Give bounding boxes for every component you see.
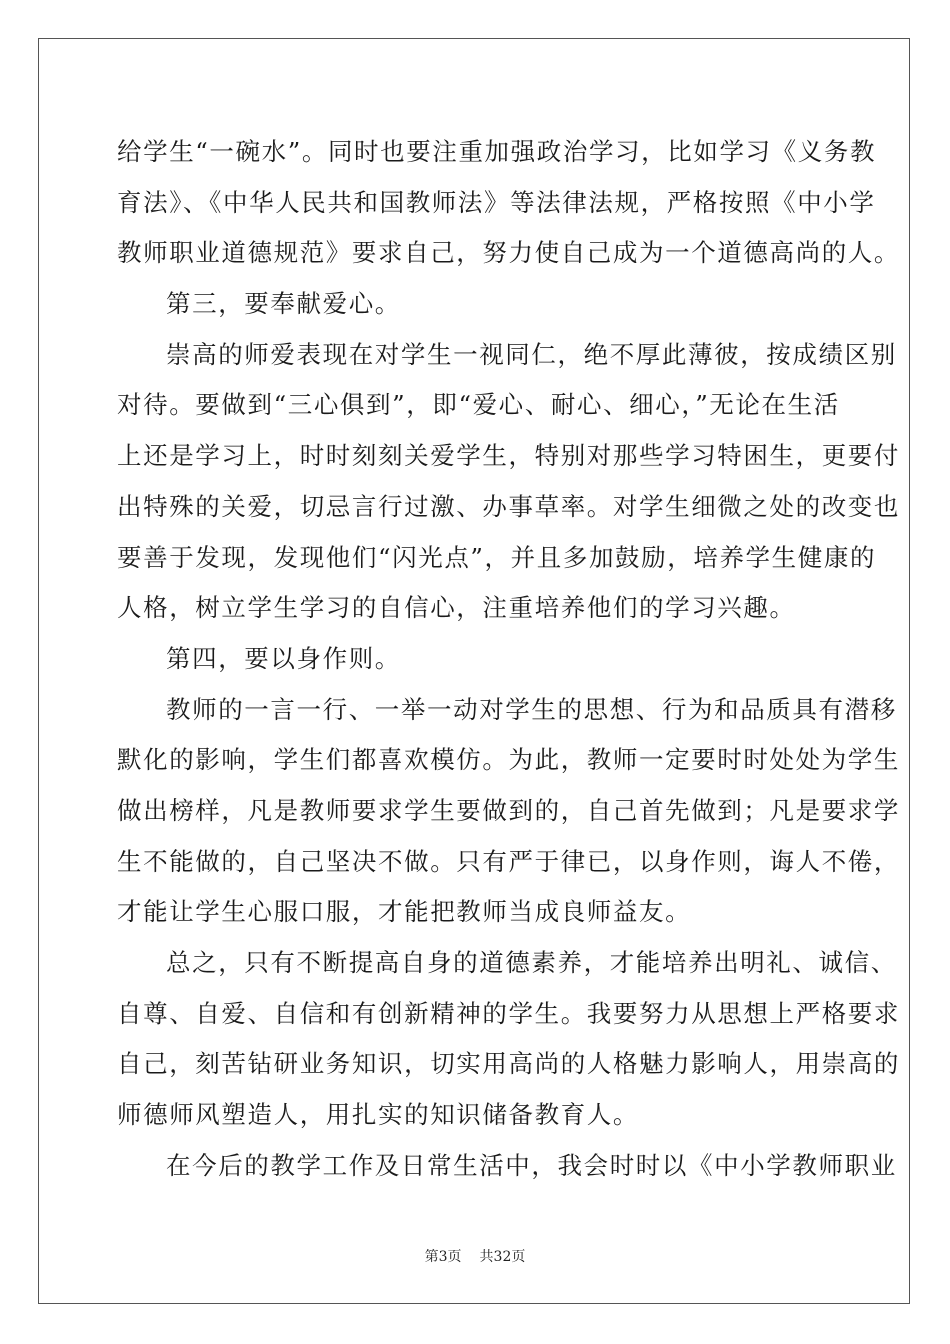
text-line: 做出榜样，凡是教师要求学生要做到的，自己首先做到；凡是要求学 (117, 795, 900, 825)
page-number: 第3页 (424, 1249, 462, 1265)
text-line: 第三，要奉献爱心。 (166, 289, 401, 319)
paragraph (117, 685, 900, 938)
text-line: 崇高的师爱表现在对学生一视同仁，绝不厚此薄彼，按成绩区别 (166, 339, 897, 369)
text-line: 默化的影响，学生们都喜欢模仿。为此，教师一定要时时处处为学生 (117, 745, 900, 775)
section-heading (117, 634, 837, 685)
text-line: 出特殊的关爱，切忌言行过激、办事草率。对学生细微之处的改变也 (117, 491, 900, 521)
text-line: 人格，树立学生学习的自信心，注重培养他们的学习兴趣。 (117, 593, 796, 623)
text-line: 对待。要做到“三心俱到”，即“爱心、耐心、细心，”无论在生活 (117, 390, 840, 420)
text-line: 给学生“一碗水”。同时也要注重加强政治学习，比如学习《义务教 (117, 137, 877, 166)
text-line: 才能让学生心服口服，才能把教师当成良师益友。 (117, 897, 692, 927)
text-line: 生不能做的，自己坚决不做。只有严于律已，以身作则，诲人不倦， (117, 846, 900, 876)
text-line: 自己，刻苦钻研业务知识，切实用高尚的人格魅力影响人，用崇高的 (117, 1049, 900, 1079)
page-total: 共32页 (479, 1249, 526, 1265)
paragraph (117, 1141, 897, 1192)
document-body (117, 127, 900, 1191)
text-line: 育法》、《中华人民共和国教师法》等法律法规，严格按照《中小学 (117, 187, 876, 217)
page-footer (0, 1246, 950, 1266)
paragraph (117, 330, 900, 634)
text-line: 第四，要以身作则。 (166, 643, 401, 673)
text-line: 在今后的教学工作及日常生活中，我会时时以《中小学教师职业 (166, 1150, 897, 1180)
paragraph (117, 938, 900, 1141)
section-heading (117, 279, 837, 330)
text-line: 总之，只有不断提高自身的道德素养，才能培养出明礼、诚信、 (166, 948, 897, 977)
text-line: 上还是学习上，时时刻刻关爱学生，特别对那些学习特困生，更要付 (117, 441, 900, 471)
text-line: 要善于发现，发现他们“闪光点”，并且多加鼓励，培养学生健康的 (117, 542, 877, 572)
text-line: 师德师风塑造人，用扎实的知识储备教育人。 (117, 1100, 639, 1130)
text-line: 教师的一言一行、一举一动对学生的思想、行为和品质具有潜移 (166, 694, 897, 724)
text-line: 自尊、自爱、自信和有创新精神的学生。我要努力从思想上严格要求 (117, 998, 900, 1028)
paragraph (117, 127, 900, 279)
text-line: 教师职业道德规范》要求自己，努力使自己成为一个道德高尚的人。 (117, 238, 900, 268)
